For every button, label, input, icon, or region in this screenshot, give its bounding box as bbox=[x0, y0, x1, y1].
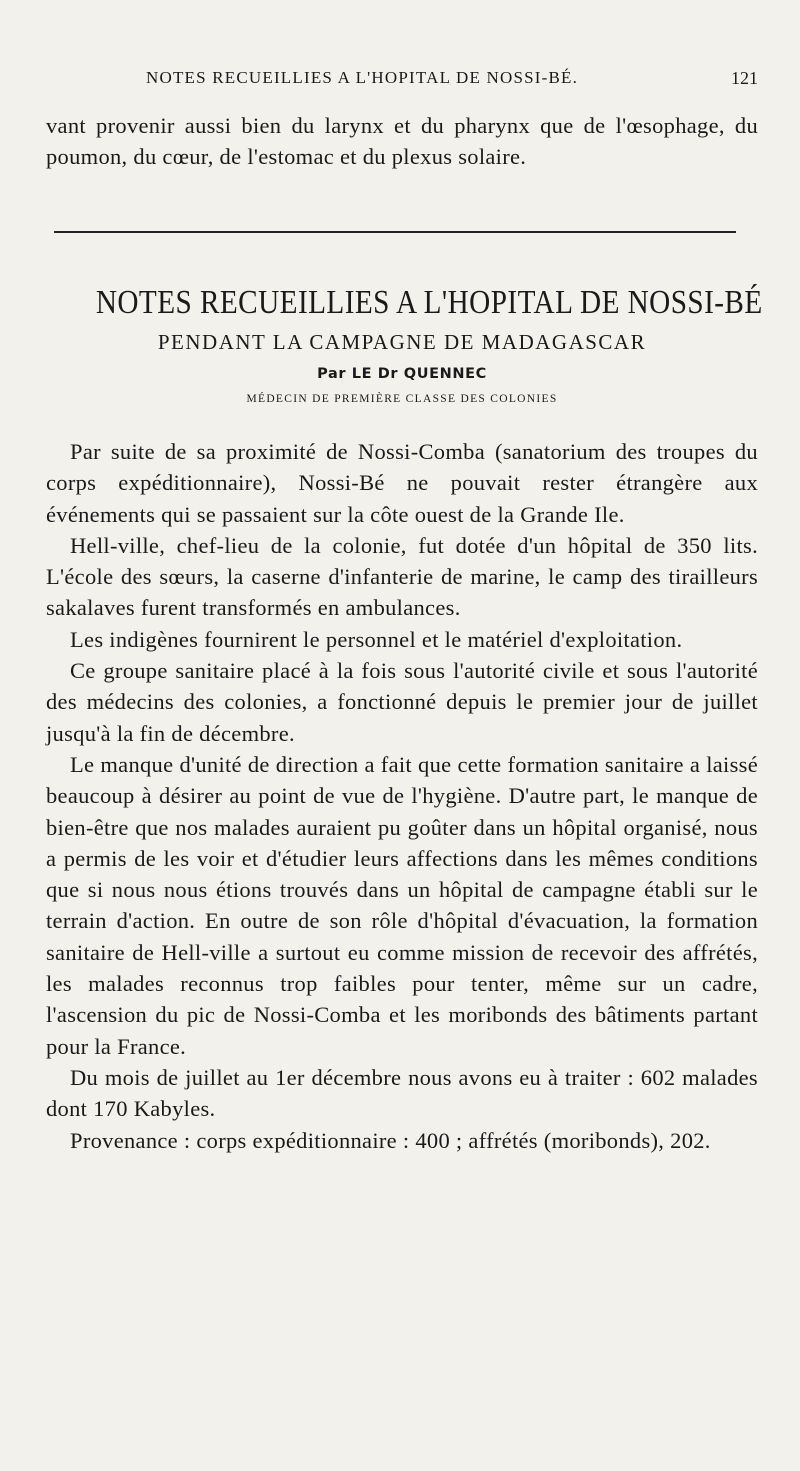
author-line: Par LE Dr QUENNEC bbox=[317, 366, 487, 382]
body-paragraph: Ce groupe sanitaire placé à la fois sous l'autorité civile et sous l'autorité des médecins des colonies, a fonctionné depuis le premier jour de juillet jusqu'à la fin de décembre. bbox=[46, 658, 758, 746]
article-subtitle: PENDANT LA CAMPAGNE DE MADAGASCAR bbox=[157, 330, 647, 354]
document-page bbox=[46, 0, 763, 1471]
article-title: NOTES RECUEILLIES A L'HOPITAL DE NOSSI-BÉ bbox=[95, 284, 763, 321]
article-body bbox=[46, 436, 758, 1156]
body-paragraph: Le manque d'unité de direction a fait que cette formation sanitaire a laissé beaucoup à désirer au point de vue de l'hygiène. D'autre part, le manque de bien-être que nos malades auraient pu goûter dans un hôpital organisé, nous a permis de les voir et d'étudier leurs affections dans les mêmes conditions que si nous nous étions trouvés dans un hôpital de campagne établi sur le terrain d'action. En outre de son rôle d'hôpital d'évacuation, la formation sanitaire de Hell-ville a surtout eu comme mission de recevoir des affrétés, les malades reconnus trop faibles pour tenter, même sur un cadre, l'ascension du pic de Nossi-Comba et les moribonds des bâtiments partant pour la France. bbox=[46, 751, 758, 1059]
body-paragraph: Hell-ville, chef-lieu de la colonie, fut dotée d'un hôpital de 350 lits. L'école des sœurs, la caserne d'infanterie de marine, le camp des tirailleurs sakalaves furent transformés en ambulances. bbox=[46, 532, 758, 621]
body-paragraph: Par suite de sa proximité de Nossi-Comba (sanatorium des troupes du corps expéditionnaire), Nossi-Bé ne pouvait rester étrangère aux événements qui se passaient sur la côte ouest de la Grande Ile. bbox=[46, 439, 758, 527]
body-paragraph: Provenance : corps expéditionnaire : 400 ; affrétés (moribonds), 202. bbox=[70, 1127, 711, 1153]
page-number: 121 bbox=[731, 68, 758, 88]
body-paragraph: Les indigènes fournirent le personnel et le matériel d'exploitation. bbox=[70, 626, 683, 652]
running-header bbox=[46, 64, 758, 94]
section-divider bbox=[54, 231, 736, 233]
author-role: MÉDECIN DE PREMIÈRE CLASSE DES COLONIES bbox=[246, 393, 558, 405]
body-paragraph: Du mois de juillet au 1er décembre nous avons eu à traiter : 602 malades dont 170 Kabyles. bbox=[46, 1064, 758, 1122]
continuation-paragraph: vant provenir aussi bien du larynx et du pharynx que de l'œsophage, du poumon, du cœur, de l'estomac et du plexus solaire. bbox=[46, 113, 758, 169]
running-title: NOTES RECUEILLIES A L'HOPITAL DE NOSSI-BÉ. bbox=[146, 68, 579, 87]
